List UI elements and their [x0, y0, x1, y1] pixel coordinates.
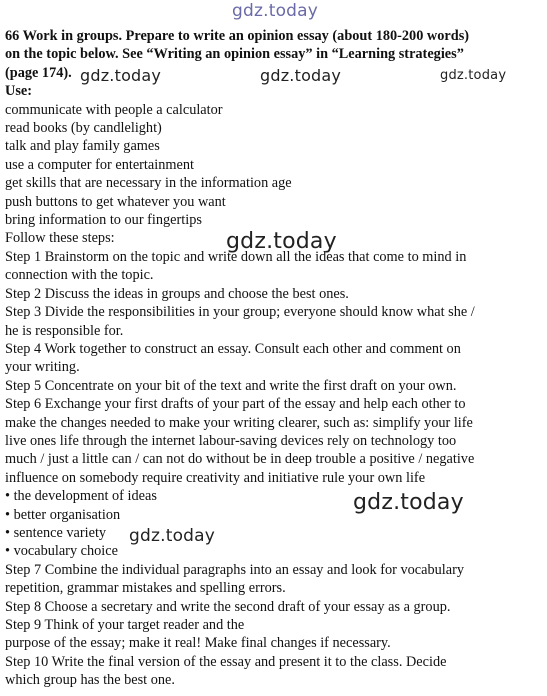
- step-line: Step 4 Work together to construct an essay. Consult each other and comment on: [5, 340, 461, 357]
- use-item: communicate with people a calculator: [5, 101, 223, 118]
- heading-line: on the topic below. See “Writing an opinion essay” in “Learning strategies”: [5, 46, 464, 63]
- use-label: Use:: [5, 83, 32, 100]
- bullet-item: • vocabulary choice: [5, 543, 118, 560]
- step-line: Step 2 Discuss the ideas in groups and choose the best ones.: [5, 285, 349, 302]
- step-line: which group has the best one.: [5, 672, 175, 689]
- step-line: repetition, grammar mistakes and spelling errors.: [5, 580, 286, 597]
- bullet-item: • the development of ideas: [5, 488, 157, 505]
- use-item: push buttons to get whatever you want: [5, 193, 226, 210]
- step-line: Step 1 Brainstorm on the topic and write down all the ideas that come to mind in: [5, 248, 467, 265]
- heading-line: 66 Work in groups. Prepare to write an opinion essay (about 180-200 words): [5, 28, 470, 44]
- watermark: gdz.today: [226, 229, 337, 254]
- watermark: gdz.today: [353, 490, 464, 515]
- step-line: make the changes needed to make your writing clearer, such as: simplify your life: [5, 414, 473, 431]
- step-line: Step 7 Combine the individual paragraphs into an essay and look for vocabulary: [5, 561, 464, 578]
- step-line: live ones life through the internet labour-saving devices rely on technology too: [5, 432, 457, 449]
- step-line: connection with the topic.: [5, 267, 154, 284]
- step-line: Step 6 Exchange your first drafts of your part of the essay and help each other to: [5, 396, 466, 413]
- steps-list-continued: [5, 561, 541, 690]
- use-item: use a computer for entertainment: [5, 156, 194, 173]
- step-line: Step 5 Concentrate on your bit of the text and write the first draft on your own.: [5, 377, 457, 394]
- heading-line: (page 174).: [5, 64, 72, 81]
- follow-steps-label: Follow these steps:: [5, 230, 115, 247]
- step-line: influence on somebody require creativity and initiative rule your own life: [5, 469, 426, 486]
- step-line: Step 9 Think of your target reader and the: [5, 617, 245, 633]
- watermark: gdz.today: [80, 66, 162, 85]
- bullet-list: [5, 487, 541, 561]
- exercise-text: [5, 27, 541, 690]
- use-item: read books (by candlelight): [5, 120, 162, 137]
- use-item: get skills that are necessary in the information age: [5, 175, 292, 192]
- steps-list: [5, 248, 541, 487]
- watermark: gdz.today: [129, 526, 216, 546]
- use-item: talk and play family games: [5, 138, 160, 155]
- step-line: Step 10 Write the final version of the essay and present it to the class. Decide: [5, 653, 447, 670]
- watermark-top: gdz.today: [232, 1, 319, 21]
- use-list: [5, 101, 541, 230]
- step-line: much / just a little can / can not do without be in deep trouble a positive / negative: [5, 451, 475, 468]
- watermark: gdz.today: [260, 66, 342, 85]
- step-line: purpose of the essay; make it real! Make final changes if necessary.: [5, 635, 391, 652]
- watermark: gdz.today: [440, 68, 507, 83]
- step-line: Step 3 Divide the responsibilities in your group; everyone should know what she /: [5, 304, 475, 321]
- step-line: your writing.: [5, 359, 80, 376]
- bullet-item: • better organisation: [5, 506, 121, 523]
- step-line: he is responsible for.: [5, 322, 124, 339]
- use-item: bring information to our fingertips: [5, 212, 202, 229]
- bullet-item: • sentence variety: [5, 524, 107, 541]
- step-line: Step 8 Choose a secretary and write the second draft of your essay as a group.: [5, 598, 451, 615]
- exercise-heading: [5, 27, 541, 101]
